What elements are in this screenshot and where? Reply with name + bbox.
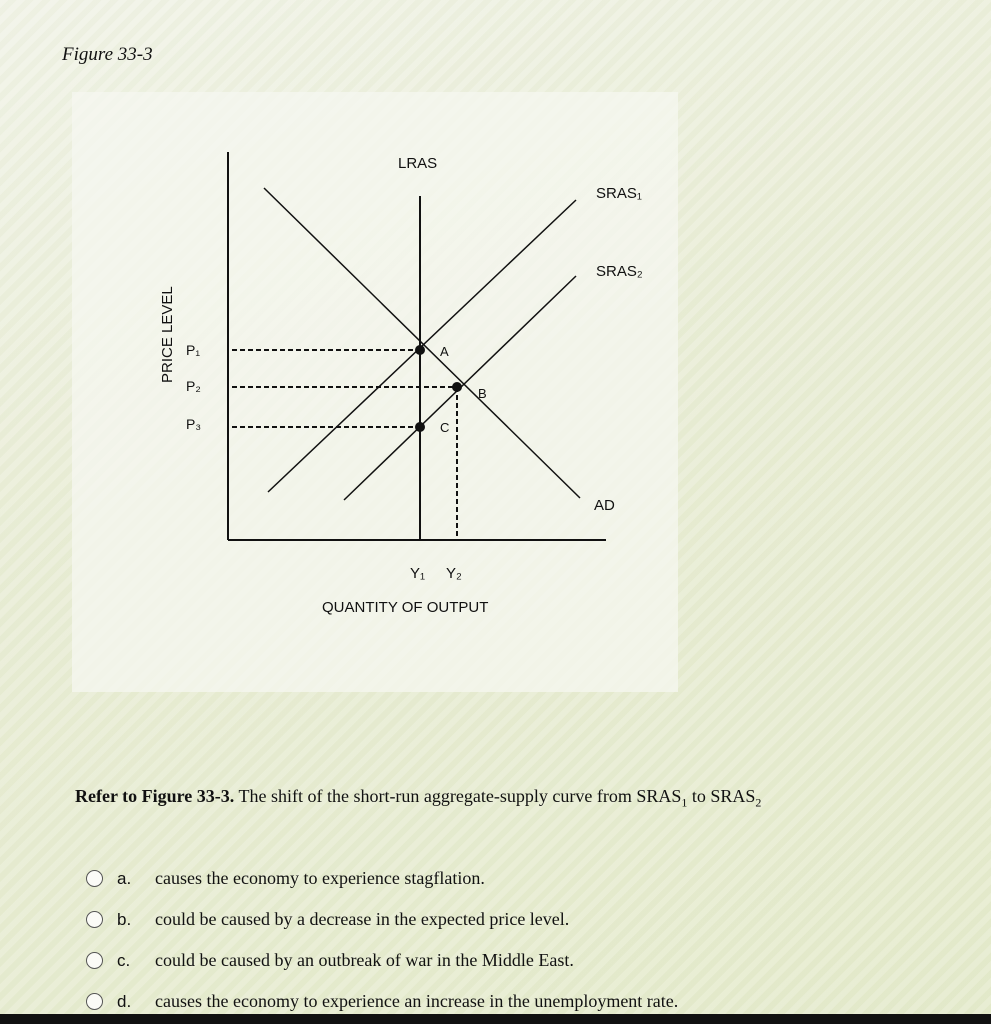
question-sub2: 2 bbox=[755, 795, 762, 810]
point-b-label: B bbox=[478, 386, 487, 401]
point-a-dot bbox=[415, 345, 425, 355]
point-c-label: C bbox=[440, 420, 450, 435]
p2-label: P₂ bbox=[186, 378, 201, 394]
question-prefix: Refer to Figure 33-3. bbox=[75, 786, 235, 806]
option-c[interactable] bbox=[86, 940, 966, 981]
radio-button-a[interactable] bbox=[86, 870, 103, 887]
question-sub1: 1 bbox=[681, 795, 688, 810]
option-letter: d. bbox=[117, 991, 132, 1011]
figure-title: Figure 33-3 bbox=[62, 44, 153, 65]
lras-label: LRAS bbox=[398, 155, 438, 172]
option-text: causes the economy to experience stagflation. bbox=[155, 868, 485, 888]
p1-label: P₁ bbox=[186, 342, 201, 358]
point-c-dot bbox=[415, 422, 425, 432]
option-letter: b. bbox=[117, 909, 132, 929]
bottom-edge-bar bbox=[0, 1014, 991, 1024]
option-text: could be caused by a decrease in the expected price level. bbox=[155, 909, 570, 929]
question-body: The shift of the short-run aggregate-supply curve from SRAS bbox=[234, 786, 682, 806]
ad-label: AD bbox=[594, 497, 615, 514]
option-letter: a. bbox=[117, 868, 132, 888]
p3-label: P₃ bbox=[186, 416, 202, 432]
point-a-label: A bbox=[440, 344, 449, 359]
option-text: causes the economy to experience an increase in the unemployment rate. bbox=[155, 991, 679, 1011]
point-b-dot bbox=[452, 382, 462, 392]
y1-label: Y₁ bbox=[410, 565, 426, 582]
x-axis-title: QUANTITY OF OUTPUT bbox=[322, 599, 489, 616]
y-axis-title: PRICE LEVEL bbox=[159, 286, 176, 383]
radio-button-d[interactable] bbox=[86, 993, 103, 1010]
question-mid: to SRAS bbox=[687, 786, 756, 806]
radio-button-b[interactable] bbox=[86, 911, 103, 928]
sras2-label: SRAS₂ bbox=[596, 263, 643, 280]
sras1-label: SRAS₁ bbox=[596, 185, 642, 202]
y2-label: Y₂ bbox=[446, 565, 462, 582]
option-b[interactable] bbox=[86, 899, 966, 940]
option-letter: c. bbox=[117, 950, 131, 970]
radio-button-c[interactable] bbox=[86, 952, 103, 969]
question-text bbox=[75, 786, 975, 811]
option-text: could be caused by an outbreak of war in the Middle East. bbox=[155, 950, 574, 970]
answer-options bbox=[86, 858, 966, 1022]
option-a[interactable] bbox=[86, 858, 966, 899]
